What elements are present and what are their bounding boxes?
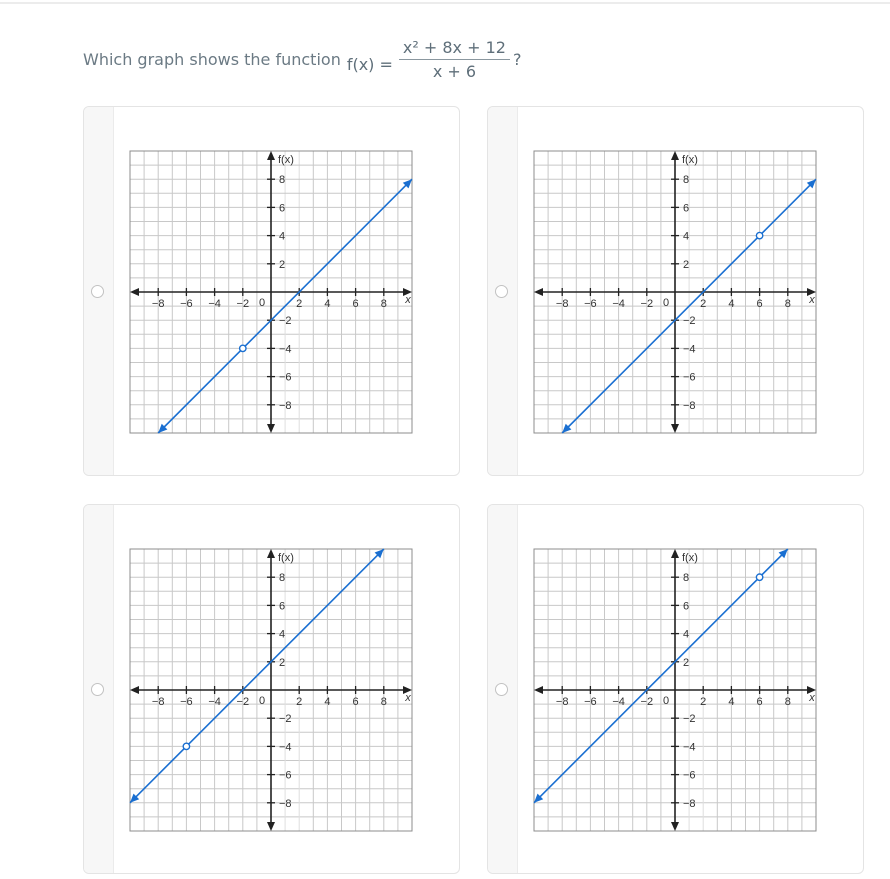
svg-text:6: 6: [279, 600, 286, 613]
graph-a: [129, 150, 413, 434]
radio-button-d[interactable]: [495, 683, 508, 696]
svg-text:−4: −4: [683, 741, 696, 754]
fraction: [399, 38, 510, 81]
svg-text:6: 6: [352, 696, 359, 708]
svg-text:−2: −2: [640, 298, 654, 310]
open-circle-hole: [183, 743, 189, 749]
svg-text:4: 4: [324, 298, 331, 310]
svg-text:−8: −8: [279, 399, 292, 412]
svg-text:8: 8: [279, 174, 286, 187]
svg-text:x: x: [809, 692, 815, 704]
svg-text:−6: −6: [180, 696, 193, 708]
svg-text:−2: −2: [236, 298, 250, 310]
svg-text:2: 2: [279, 258, 286, 271]
graph-d: [533, 548, 817, 832]
function-expression: [347, 38, 522, 81]
svg-text:6: 6: [756, 696, 763, 708]
numerator: x² + 8x + 12: [399, 38, 510, 60]
svg-text:2: 2: [683, 258, 690, 271]
svg-text:2: 2: [279, 656, 286, 669]
svg-text:−8: −8: [555, 696, 569, 708]
svg-text:0: 0: [258, 695, 266, 707]
svg-text:−2: −2: [279, 713, 292, 726]
svg-text:0: 0: [258, 297, 266, 309]
svg-text:−4: −4: [208, 696, 221, 708]
open-circle-hole: [756, 574, 762, 580]
svg-text:4: 4: [683, 628, 690, 641]
svg-text:2: 2: [683, 656, 690, 669]
svg-text:4: 4: [324, 696, 331, 708]
svg-text:−6: −6: [683, 769, 696, 782]
svg-text:−4: −4: [683, 343, 696, 356]
svg-text:−4: −4: [208, 298, 221, 310]
svg-text:−2: −2: [640, 696, 654, 708]
svg-text:−4: −4: [279, 741, 292, 754]
svg-text:−4: −4: [612, 696, 625, 708]
svg-text:−6: −6: [584, 298, 597, 310]
function-label: f(x) =: [346, 54, 393, 74]
svg-text:−6: −6: [279, 769, 292, 782]
svg-text:6: 6: [352, 298, 359, 310]
svg-text:−4: −4: [279, 343, 292, 356]
svg-text:−8: −8: [151, 298, 165, 310]
svg-text:4: 4: [728, 298, 735, 310]
svg-text:6: 6: [756, 298, 763, 310]
denominator: x + 6: [432, 61, 477, 81]
question-mark: ?: [512, 49, 522, 69]
svg-text:8: 8: [279, 572, 286, 585]
answer-option-d[interactable]: [487, 504, 864, 874]
svg-text:8: 8: [784, 298, 791, 310]
svg-text:8: 8: [683, 572, 690, 585]
top-divider: [0, 2, 890, 4]
svg-text:−2: −2: [279, 315, 292, 328]
svg-text:−2: −2: [683, 315, 696, 328]
answer-option-b[interactable]: [487, 106, 864, 476]
svg-text:6: 6: [683, 202, 690, 215]
svg-text:−6: −6: [683, 371, 696, 384]
svg-text:2: 2: [296, 696, 303, 708]
svg-text:8: 8: [683, 174, 690, 187]
svg-text:−6: −6: [279, 371, 292, 384]
svg-text:−8: −8: [683, 797, 696, 810]
svg-text:f(x): f(x): [682, 552, 698, 564]
question-prompt: [83, 34, 521, 84]
svg-text:4: 4: [279, 230, 286, 243]
svg-text:f(x): f(x): [682, 154, 698, 166]
graph-b: [533, 150, 817, 434]
radio-button-a[interactable]: [91, 285, 104, 298]
svg-text:−2: −2: [683, 713, 696, 726]
open-circle-hole: [756, 232, 762, 238]
svg-text:0: 0: [662, 297, 670, 309]
svg-text:8: 8: [784, 696, 791, 708]
svg-text:−8: −8: [151, 696, 165, 708]
svg-text:0: 0: [662, 695, 670, 707]
question-text: Which graph shows the function: [83, 49, 341, 69]
svg-text:2: 2: [296, 298, 303, 310]
svg-text:4: 4: [728, 696, 735, 708]
svg-text:8: 8: [380, 696, 387, 708]
svg-text:x: x: [405, 294, 411, 306]
svg-text:2: 2: [700, 696, 707, 708]
radio-button-c[interactable]: [91, 683, 104, 696]
svg-text:−2: −2: [236, 696, 250, 708]
open-circle-hole: [240, 345, 246, 351]
svg-text:x: x: [405, 692, 411, 704]
svg-text:6: 6: [683, 600, 690, 613]
svg-text:4: 4: [279, 628, 286, 641]
answer-option-a[interactable]: [83, 106, 460, 476]
svg-text:6: 6: [279, 202, 286, 215]
svg-text:−8: −8: [683, 399, 696, 412]
svg-text:f(x): f(x): [278, 154, 294, 166]
svg-text:4: 4: [683, 230, 690, 243]
graph-c: [129, 548, 413, 832]
svg-text:−8: −8: [279, 797, 292, 810]
svg-text:−6: −6: [180, 298, 193, 310]
svg-text:f(x): f(x): [278, 552, 294, 564]
svg-text:x: x: [809, 294, 815, 306]
svg-text:2: 2: [700, 298, 707, 310]
radio-button-b[interactable]: [495, 285, 508, 298]
answer-option-c[interactable]: [83, 504, 460, 874]
svg-text:−8: −8: [555, 298, 569, 310]
svg-text:−4: −4: [612, 298, 625, 310]
svg-text:−6: −6: [584, 696, 597, 708]
svg-text:8: 8: [380, 298, 387, 310]
